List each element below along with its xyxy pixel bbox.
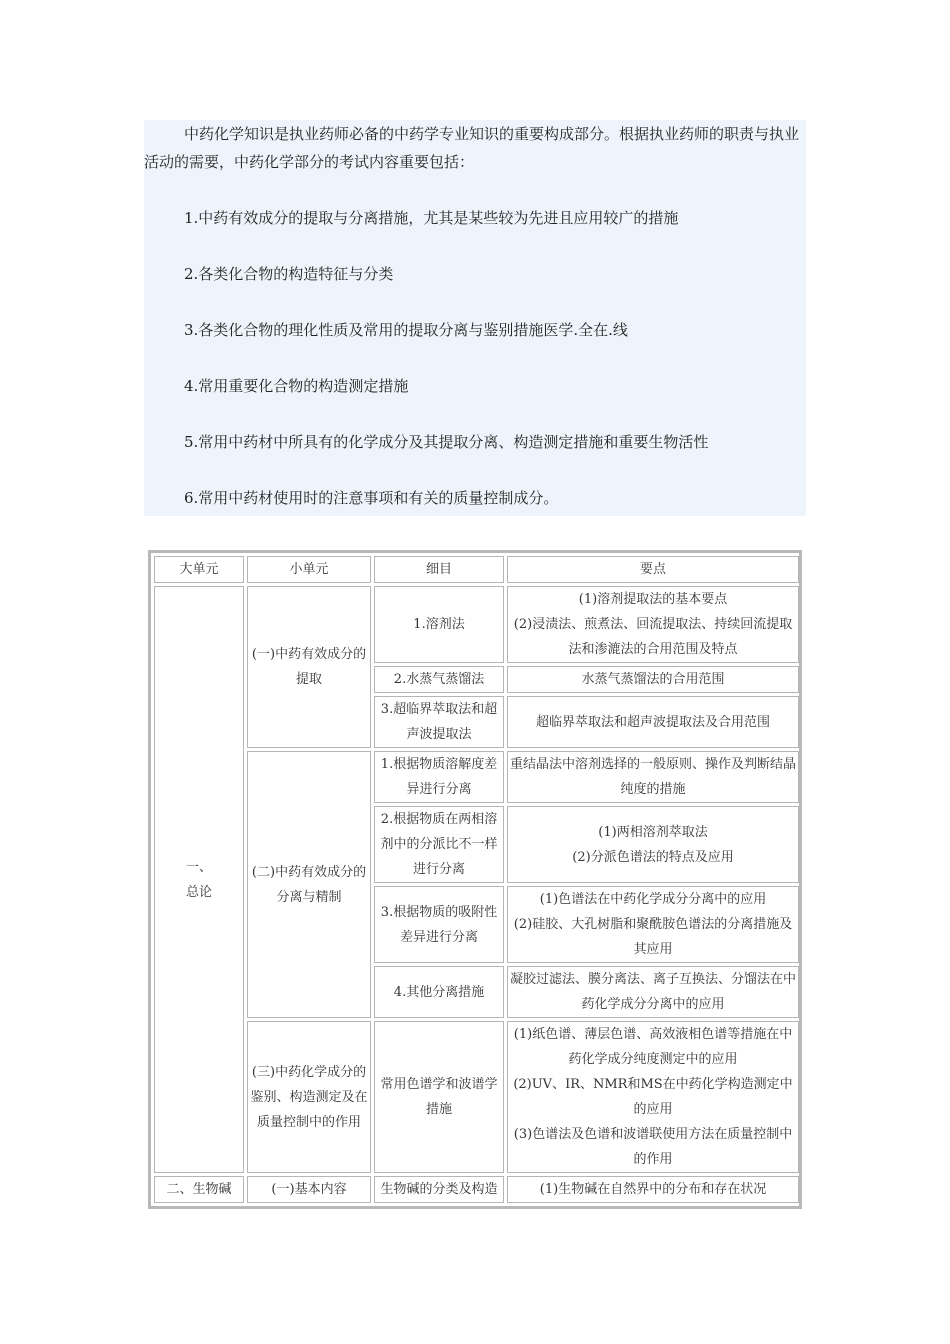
intro-item: 6.常用中药材使用时的注意事项和有关的质量控制成分。 bbox=[184, 489, 559, 507]
item-cell: 4.其他分离措施 bbox=[374, 966, 504, 1018]
point-cell: 超临界萃取法和超声波提取法及合用范围 bbox=[507, 696, 799, 748]
point-cell: (1)溶剂提取法的基本要点 (2)浸渍法、煎煮法、回流提取法、持续回流提取法和渗漉法的合用范围及特点 bbox=[507, 586, 799, 663]
intro-item: 1.中药有效成分的提取与分离措施，尤其是某些较为先进且应用较广的措施 bbox=[184, 209, 679, 227]
intro-item: 3.各类化合物的理化性质及常用的提取分离与鉴别措施医学.全在.线 bbox=[184, 321, 628, 339]
item-cell: 2.水蒸气蒸馏法 bbox=[374, 666, 504, 693]
point-cell: 水蒸气蒸馏法的合用范围 bbox=[507, 666, 799, 693]
point-cell: (1)色谱法在中药化学成分分离中的应用 (2)硅胶、大孔树脂和聚酰胺色谱法的分离措施及其应用 bbox=[507, 886, 799, 963]
header-cell: 小单元 bbox=[247, 556, 371, 583]
item-cell: 3.超临界萃取法和超声波提取法 bbox=[374, 696, 504, 748]
point-cell: (1)两相溶剂萃取法 (2)分派色谱法的特点及应用 bbox=[507, 806, 799, 883]
intro-item: 5.常用中药材中所具有的化学成分及其提取分离、构造测定措施和重要生物活性 bbox=[184, 433, 709, 451]
table-row bbox=[154, 586, 799, 663]
point-cell: 重结晶法中溶剂选择的一般原则、操作及判断结晶纯度的措施 bbox=[507, 751, 799, 803]
intro-paragraph: 中药化学知识是执业药师必备的中药学专业知识的重要构成部分。根据执业药师的职责与执业活动的需要，中药化学部分的考试内容重要包括： bbox=[144, 125, 800, 171]
table-row bbox=[154, 751, 799, 803]
unit-cell: 二、生物碱 bbox=[154, 1176, 244, 1203]
header-cell: 要点 bbox=[507, 556, 799, 583]
table-row bbox=[154, 1021, 799, 1173]
sub-unit-cell: (二)中药有效成分的分离与精制 bbox=[247, 751, 371, 1018]
header-cell: 大单元 bbox=[154, 556, 244, 583]
intro-section bbox=[144, 120, 806, 516]
intro-item: 4.常用重要化合物的构造测定措施 bbox=[184, 377, 409, 395]
point-cell: (1)纸色谱、薄层色谱、高效液相色谱等措施在中药化学成分纯度测定中的应用 (2)UV、IR、NMR和MS在中药化学构造测定中的应用 (3)色谱法及色谱和波谱联使用方法在质量控制中的作用 bbox=[507, 1021, 799, 1173]
intro-item: 2.各类化合物的构造特征与分类 bbox=[184, 265, 394, 283]
syllabus-table bbox=[148, 550, 802, 1209]
table-header-row bbox=[154, 556, 799, 583]
item-cell: 3.根据物质的吸附性差异进行分离 bbox=[374, 886, 504, 963]
point-cell: (1)生物碱在自然界中的分布和存在状况 bbox=[507, 1176, 799, 1203]
item-cell: 生物碱的分类及构造 bbox=[374, 1176, 504, 1203]
table-row bbox=[154, 1176, 799, 1203]
item-cell: 1.溶剂法 bbox=[374, 586, 504, 663]
unit-cell: 一、 总论 bbox=[154, 586, 244, 1173]
item-cell: 常用色谱学和波谱学措施 bbox=[374, 1021, 504, 1173]
point-cell: 凝胶过滤法、膜分离法、离子互换法、分馏法在中药化学成分分离中的应用 bbox=[507, 966, 799, 1018]
item-cell: 1.根据物质溶解度差异进行分离 bbox=[374, 751, 504, 803]
sub-unit-cell: (三)中药化学成分的鉴别、构造测定及在质量控制中的作用 bbox=[247, 1021, 371, 1173]
header-cell: 细目 bbox=[374, 556, 504, 583]
item-cell: 2.根据物质在两相溶剂中的分派比不一样进行分离 bbox=[374, 806, 504, 883]
sub-unit-cell: (一)中药有效成分的提取 bbox=[247, 586, 371, 748]
sub-unit-cell: (一)基本内容 bbox=[247, 1176, 371, 1203]
